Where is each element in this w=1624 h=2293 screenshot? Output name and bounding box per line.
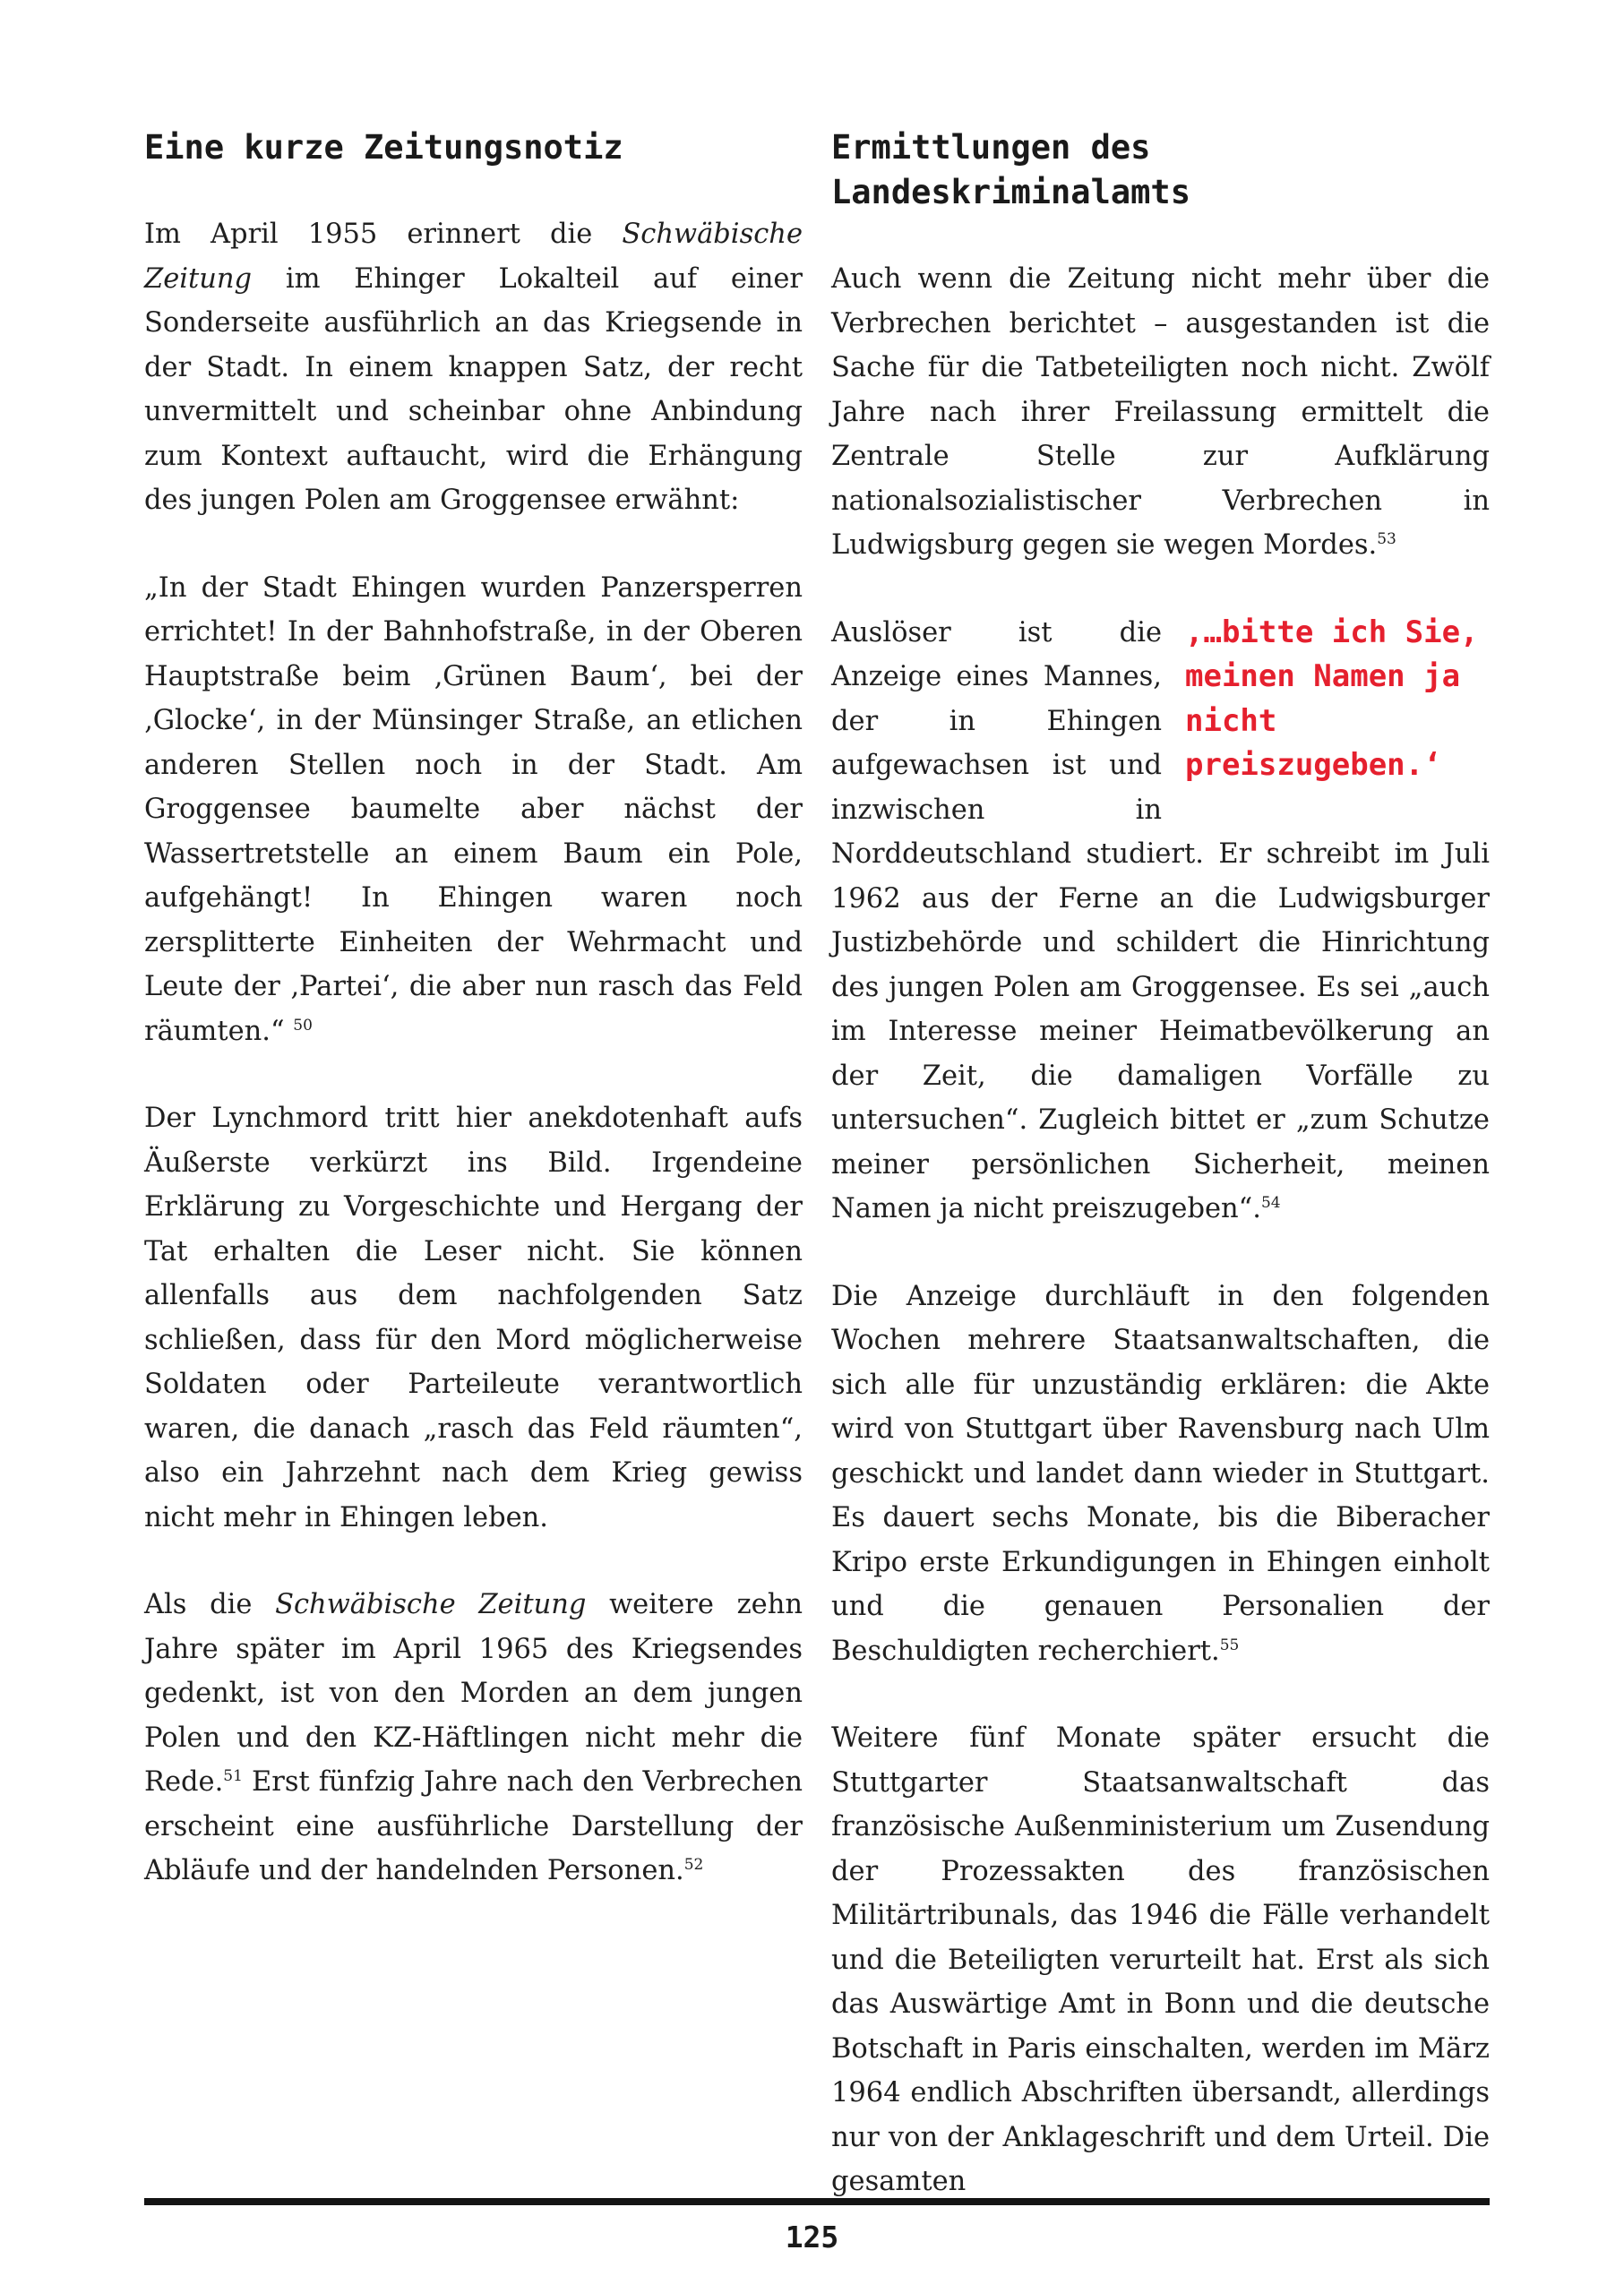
footnote-marker: 51: [223, 1767, 243, 1785]
text-run: Erst fünfzig Jahre nach den Verbrechen erscheint eine ausführliche Darstellung der Abläufe und der handelnden Personen.: [144, 1766, 803, 1886]
newspaper-title: Schwäbische Zeitung: [144, 219, 803, 295]
text-run: Auch wenn die Zeitung nicht mehr über die Verbrechen berichtet – ausgestanden ist die Sache für die Tatbeteiligten noch nicht. Zwölf Jahre nach ihrer Freilassung ermittelt die Zentrale Stelle zur Aufklärung nationalsozialistischer Verbrechen in Ludwigsburg gegen sie wegen Mordes.: [831, 263, 1490, 561]
text-run: weitere zehn Jahre später im April 1965 des Kriegsendes gedenkt, ist von den Morden an dem jungen Polen und den KZ-Häftlingen nicht mehr die Rede.: [144, 1589, 803, 1798]
left-column: [144, 125, 803, 1937]
right-heading: Ermittlungen des Landeskriminalamts: [831, 128, 1190, 211]
right-paragraph-3: [831, 1275, 1490, 1674]
text-run: Im April 1955 erinnert die: [144, 219, 623, 250]
text-run: im Ehinger Lokalteil auf einer Sonderseite ausführlich an das Kriegsende in der Stadt. In einem knappen Satz, der recht unvermittelt und scheinbar ohne Anbindung zum Kontext auftaucht, wird die Erhängung des jungen Polen am Groggensee erwähnt:: [144, 262, 803, 516]
text-run: Auslöser ist die Anzeige eines Mannes, der in Ehingen aufgewachsen ist und inzwischen in Norddeutschland studiert. Er schreibt im Juli 1962 aus der Ferne an die Ludwigsburger Justizbehörde und schildert die Hinrichtung des jungen Polen am Groggensee. Es sei „auch im Interesse meiner Heimatbevölkerung an der Zeit, die damaligen Vorfälle zu untersuchen“. Zugleich bittet er „zum Schutze meiner persönlichen Sicherheit, meinen Namen ja nicht preiszugeben“.: [831, 616, 1490, 1224]
footer-rule: [144, 2198, 1490, 2205]
left-paragraph-3: Der Lynchmord tritt hier anekdotenhaft aufs Äußerste verkürzt ins Bild. Irgendeine Erklärung zu Vorgeschichte und Hergang der Tat erhalten die Leser nicht. Sie können allenfalls aus dem nachfolgenden Satz schließen, dass für den Mord möglicherweise Soldaten oder Parteileute verantwortlich waren, die danach „rasch das Feld räumten“, also ein Jahrzehnt nach dem Krieg gewiss nicht mehr in Ehingen leben.: [144, 1103, 803, 1533]
left-paragraph-4: [144, 1583, 803, 1894]
right-column: [831, 125, 1490, 2247]
page-number: 125: [785, 2220, 839, 2254]
newspaper-title: Schwäbische Zeitung: [275, 1589, 587, 1620]
right-paragraph-4: Weitere fünf Monate später ersucht die Stuttgarter Staatsanwaltschaft das französische Außenministerium um Zusendung der Prozessakten des französischen Militärtribunals, das 1946 die Fälle verhandelt und die Beteiligten verurteilt hat. Erst als sich das Auswärtige Amt in Bonn und die deutsche Botschaft in Paris einschalten, werden im März 1964 endlich Abschriften übersandt, allerdings nur von der Anklageschrift und dem Urteil. Die gesamten: [831, 1722, 1490, 2197]
text-run: Als die: [144, 1589, 276, 1620]
text-run: „In der Stadt Ehingen wurden Panzersperren errichtet! In der Bahnhofstraße, in der Oberen Hauptstraße beim ‚Grünen Baum‘, bei der ‚Glocke‘, in der Münsinger Straße, an etlichen anderen Stellen noch in der Stadt. Am Groggensee baumelte aber nächst der Wassertretstelle an einem Baum ein Pole, aufgehängt! In Ehingen waren noch zersplitterte Einheiten der Wehrmacht und Leute der ‚Partei‘, die aber nun rasch das Feld räumten.“: [144, 571, 803, 1047]
footnote-marker: 50: [293, 1016, 313, 1035]
left-heading: Eine kurze Zeitungsnotiz: [144, 128, 623, 167]
left-paragraph-1: [144, 212, 803, 523]
right-paragraph-1: [831, 257, 1490, 568]
right-paragraph-2: [831, 611, 1490, 1232]
text-run: Die Anzeige durchläuft in den folgenden Wochen mehrere Staatsanwaltschaften, die sich alle für unzuständig erklären: die Akte wird von Stuttgart über Ravensburg nach Ulm geschickt und landet dann wieder in Stuttgart. Es dauert sechs Monate, bis die Biberacher Kripo erste Erkundigungen in Ehingen einholt und die genauen Personalien der Beschuldigten recherchiert.: [831, 1280, 1490, 1667]
footnote-marker: 55: [1219, 1636, 1240, 1654]
left-paragraph-2-quote: [144, 566, 803, 1054]
footnote-marker: 53: [1377, 530, 1396, 548]
footnote-marker: 54: [1260, 1194, 1281, 1212]
pull-quote: ‚…bitte ich Sie, meinen Namen ja nicht preiszugeben.‘: [1185, 614, 1479, 783]
footnote-marker: 52: [683, 1856, 704, 1874]
